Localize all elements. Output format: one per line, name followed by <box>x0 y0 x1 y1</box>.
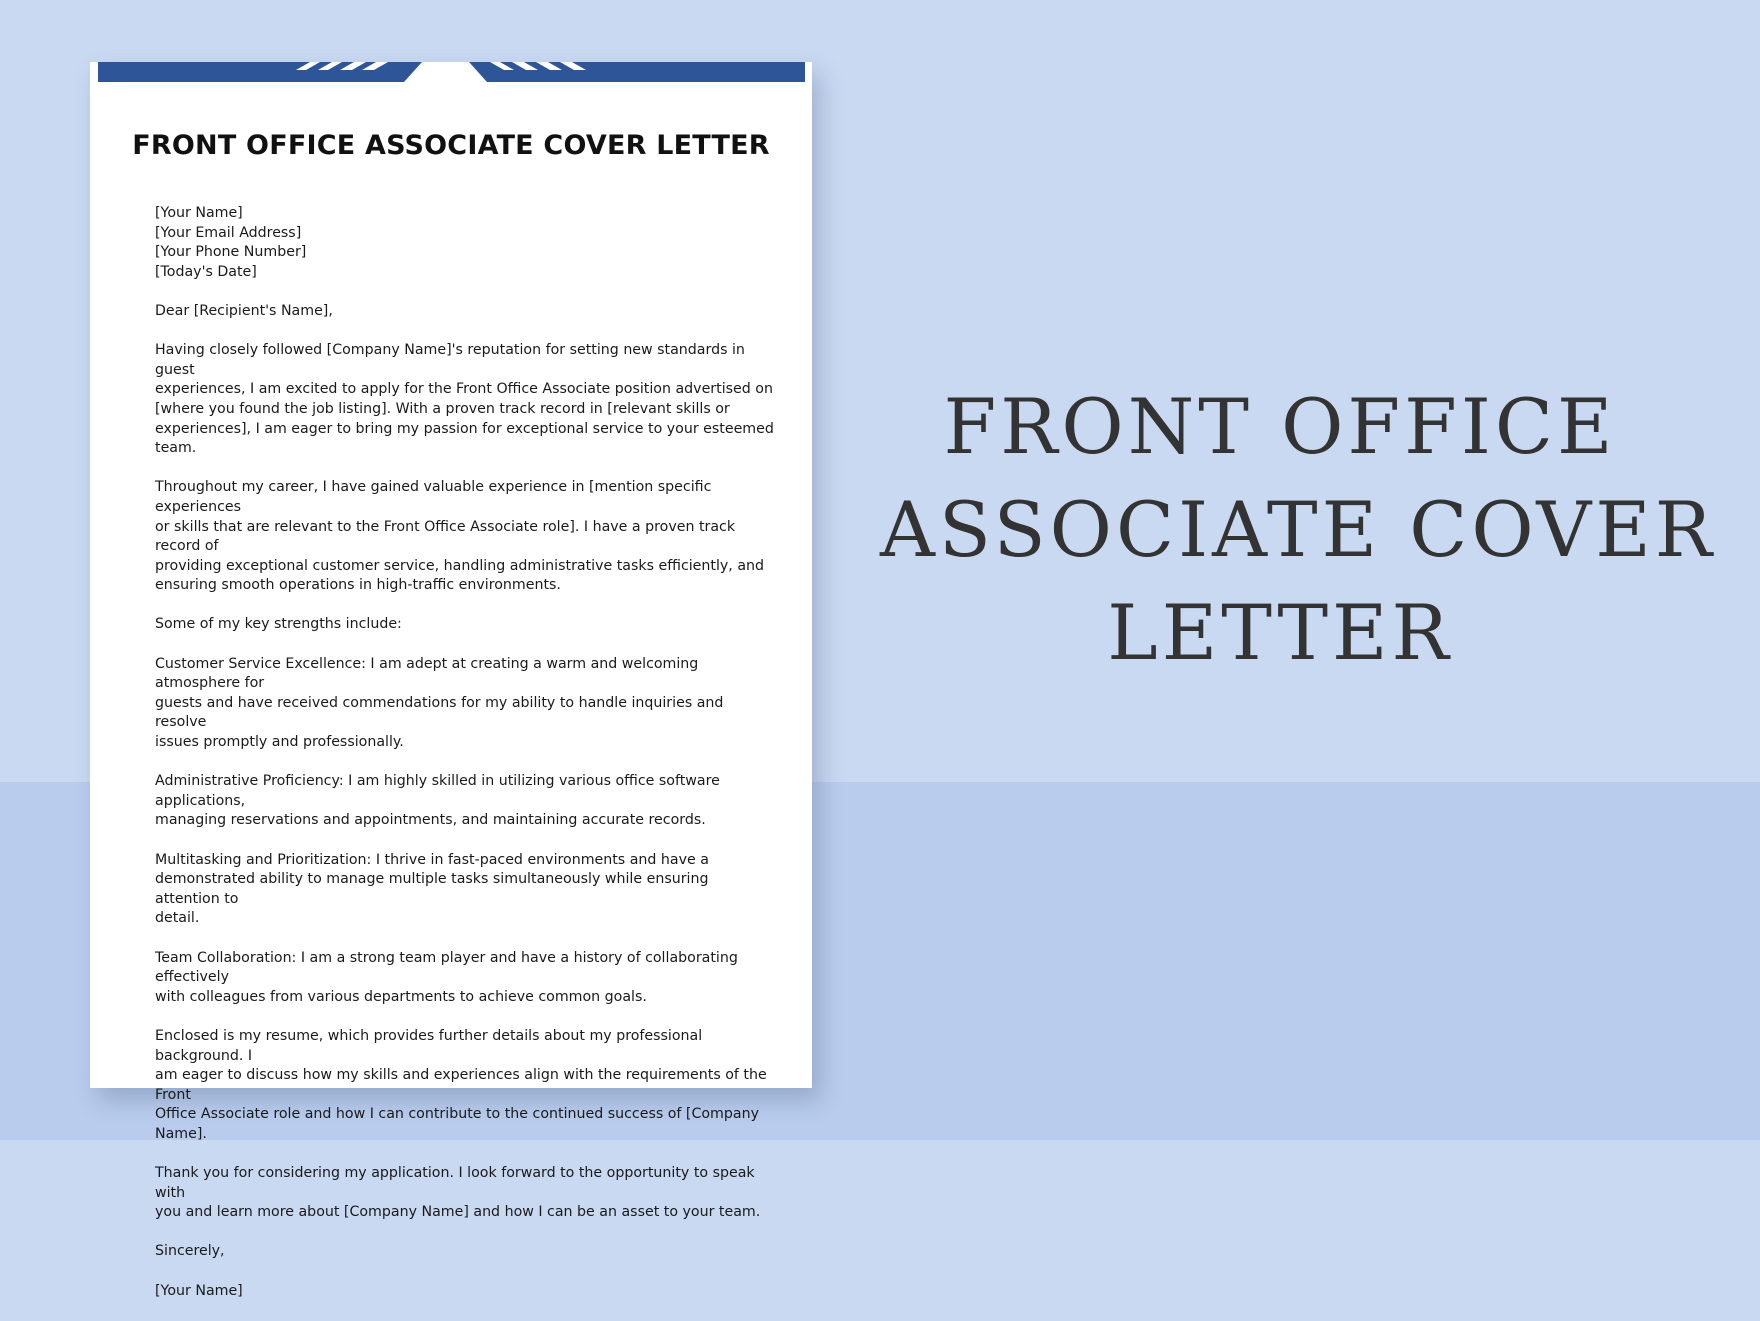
paragraph-intro: Having closely followed [Company Name]'s reputation for setting new standards in guest experiences, I am excited to apply for the Front Office Associate position advertised on [where you found the job listing]. With a proven track record in [relevant skills or experiences], I am eager to bring my passion for exceptional service to your esteemed team. <box>155 342 774 457</box>
header-stripe-graphic <box>98 62 805 82</box>
paragraph-thanks: Thank you for considering my application. I look forward to the opportunity to speak with you and learn more about [Company Name] and how I can be an asset to your team. <box>155 1165 761 1221</box>
cover-letter-page <box>90 62 812 1299</box>
display-title <box>880 375 1716 684</box>
paragraph-enclosure: Enclosed is my resume, which provides further details about my professional background. I am eager to discuss how my skills and experiences align with the requirements of the Front Office Associate role and how I can contribute to the continued success of [Company Name]. <box>155 1027 767 1142</box>
sender-email: [Your Email Address] <box>155 224 302 241</box>
sender-block <box>155 204 775 282</box>
letter-body <box>155 204 775 1321</box>
document-title: FRONT OFFICE ASSOCIATE COVER LETTER <box>132 130 770 161</box>
paragraph-strengths-intro: Some of my key strengths include: <box>155 616 402 633</box>
display-title-line-1: FRONT OFFICE <box>943 382 1617 471</box>
display-title-line-3: LETTER <box>1107 588 1453 677</box>
paragraph-experience: Throughout my career, I have gained valuable experience in [mention specific experiences or skills that are relevant to the Front Office Associate role]. I have a proven track record of providing exceptional customer service, handling administrative tasks efficiently, and ensuring smooth operations in high-traffic environments. <box>155 479 765 594</box>
paragraph-customer-service: Customer Service Excellence: I am adept at creating a warm and welcoming atmosphere for guests and have received commendations for my ability to handle inquiries and resolve issues promptly and professionally. <box>155 655 724 751</box>
closing: Sincerely, <box>155 1243 225 1260</box>
paragraph-administrative: Administrative Proficiency: I am highly skilled in utilizing various office software applications, managing reservations and appointments, and maintaining accurate records. <box>155 773 720 829</box>
letter-date: [Today's Date] <box>155 263 257 280</box>
sender-phone: [Your Phone Number] <box>155 244 307 261</box>
sender-name: [Your Name] <box>155 205 243 221</box>
paragraph-teamwork: Team Collaboration: I am a strong team player and have a history of collaborating effectively with colleagues from various departments to achieve common goals. <box>155 949 738 1005</box>
display-title-line-2: ASSOCIATE COVER <box>880 485 1716 574</box>
salutation: Dear [Recipient's Name], <box>155 302 333 319</box>
header-decoration <box>98 62 805 82</box>
signature: [Your Name] <box>155 1282 243 1299</box>
paragraph-multitasking: Multitasking and Prioritization: I thrive in fast-paced environments and have a demonstrated ability to manage multiple tasks simultaneously while ensuring attention to detail. <box>155 851 709 927</box>
